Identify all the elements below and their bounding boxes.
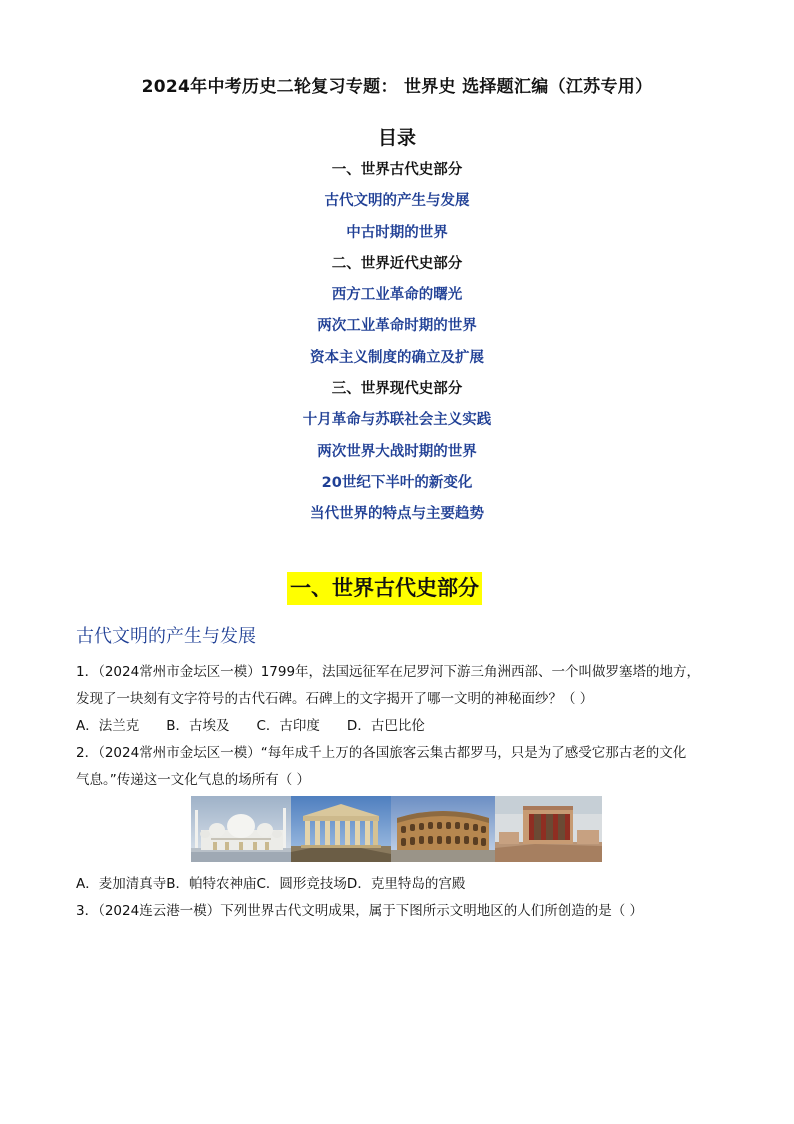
mosque-photo [191,796,291,862]
toc-link-world-wars[interactable]: 两次世界大战时期的世界 [317,443,477,460]
toc-link-late-20th-century[interactable]: 20世纪下半叶的新变化 [321,474,473,491]
toc-item-ancient-history: 一、世界古代史部分 [331,162,463,178]
parthenon-photo [291,796,391,862]
table-of-contents [0,157,794,533]
question-2-options: A．麦加清真寺B．帕特农神庙C．圆形竞技场D．克里特岛的宫殿 [76,876,466,892]
toc-link-october-revolution[interactable]: 十月革命与苏联社会主义实践 [302,412,492,429]
question-1-line-1: 1．（2024常州市金坛区一模）1799年，法国远征军在尼罗河下游三角洲西部、一个叫做罗塞塔的地方， [76,664,701,680]
toc-link-industrial-dawn[interactable]: 西方工业革命的曙光 [331,287,463,304]
question-2-line-2: 气息。”传递这一文化气息的场所有（ ） [76,772,311,788]
question-3-line-1: 3．（2024连云港一模）下列世界古代文明成果，属于下图所示文明地区的人们所创造的是（ ） [76,903,643,919]
toc-link-ancient-civilizations[interactable]: 古代文明的产生与发展 [324,193,470,210]
document-title: 2024年中考历史二轮复习专题： 世界史 选择题汇编（江苏专用） [141,77,653,97]
toc-item-contemporary-history: 三、世界现代史部分 [331,381,463,398]
colosseum-photo [391,796,495,862]
toc-link-capitalism-establishment[interactable]: 资本主义制度的确立及扩展 [310,349,484,366]
question-2-photo-strip [191,796,602,862]
question-1-line-2: 发现了一块刻有文字符号的古代石碑。石碑上的文字揭开了哪一文明的神秘面纱？（ ） [76,691,594,707]
toc-link-two-industrial-revolutions[interactable]: 两次工业革命时期的世界 [317,318,477,335]
question-1-options: A．法兰克 B．古埃及 C．古印度 D．古巴比伦 [76,718,425,734]
toc-heading: 目录 [377,127,416,149]
question-2-line-1: 2．（2024常州市金坛区一模）“每年成千上万的各国旅客云集古都罗马，只是为了感受它那古老的文化 [76,745,687,761]
toc-item-modern-history: 二、世界近代史部分 [331,255,463,272]
toc-link-medieval-world[interactable]: 中古时期的世界 [346,224,448,241]
subsection-heading: 古代文明的产生与发展 [76,626,256,647]
crete-palace-photo [495,796,602,862]
toc-link-contemporary-trends[interactable]: 当代世界的特点与主要趋势 [310,506,484,523]
section-banner: 一、世界古代史部分 [287,572,482,605]
